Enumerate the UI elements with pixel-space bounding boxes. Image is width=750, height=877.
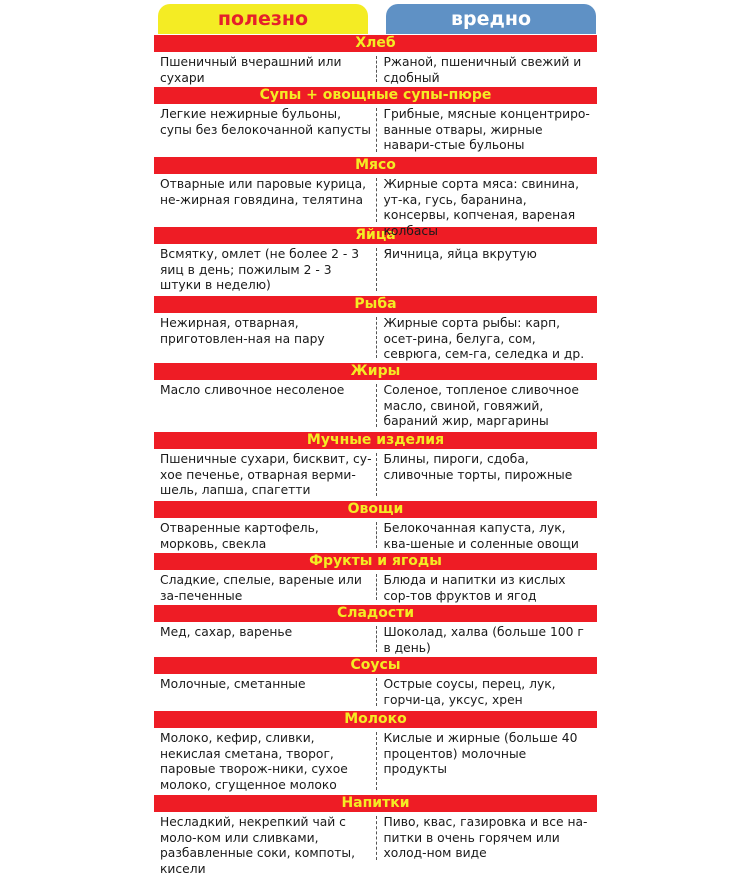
section-sauces xyxy=(154,657,597,710)
diet-table xyxy=(154,4,597,876)
section-title: Молоко xyxy=(154,711,597,728)
section-title: Супы + овощные супы-пюре xyxy=(154,87,597,104)
section-drinks xyxy=(154,795,597,876)
good-cell: Пшеничный вчерашний или сухари xyxy=(160,55,342,85)
bad-cell: Острые соусы, перец, лук, горчи-ца, уксус, хрен xyxy=(383,677,556,707)
section-title: Овощи xyxy=(154,501,597,518)
section-vegetables xyxy=(154,501,597,552)
bad-cell: Ржаной, пшеничный свежий и сдобный xyxy=(383,55,582,85)
section-title: Сладости xyxy=(154,605,597,622)
column-divider xyxy=(376,626,377,652)
section-flour xyxy=(154,432,597,500)
section-fats xyxy=(154,363,597,431)
column-divider xyxy=(376,56,377,82)
column-divider xyxy=(376,453,377,496)
section-fish xyxy=(154,296,597,362)
column-divider xyxy=(376,522,377,548)
column-divider xyxy=(376,574,377,600)
bad-cell: Яичница, яйца вкрутую xyxy=(383,247,537,261)
column-divider xyxy=(376,732,377,790)
good-cell: Молочные, сметанные xyxy=(160,677,306,691)
bad-cell: Шоколад, халва (больше 100 г в день) xyxy=(383,625,584,655)
section-title: Мучные изделия xyxy=(154,432,597,449)
column-divider xyxy=(376,384,377,427)
section-eggs xyxy=(154,227,597,295)
column-tabs xyxy=(154,4,597,34)
column-divider xyxy=(376,816,377,860)
section-milk xyxy=(154,711,597,794)
column-divider xyxy=(376,108,377,152)
good-cell: Молоко, кефир, сливки, некислая сметана, творог, паровые творож-ники, сухое молоко, сгущенное молоко xyxy=(160,731,348,792)
bad-cell: Блины, пироги, сдоба, сливочные торты, пирожные xyxy=(383,452,573,482)
bad-cell: Белокочанная капуста, лук, ква-шеные и соленные овощи xyxy=(383,521,579,551)
bad-cell: Кислые и жирные (больше 40 процентов) молочные продукты xyxy=(383,731,578,776)
section-title: Соусы xyxy=(154,657,597,674)
good-cell: Сладкие, спелые, вареные или за-печенные xyxy=(160,573,362,603)
good-cell: Легкие нежирные бульоны, супы без белокочанной капусты xyxy=(160,107,371,137)
good-cell: Масло сливочное несоленое xyxy=(160,383,345,397)
column-divider xyxy=(376,178,377,222)
bad-cell: Пиво, квас, газировка и все на-питки в очень горячем или холод-ном виде xyxy=(383,815,588,860)
column-divider xyxy=(376,248,377,291)
section-title: Мясо xyxy=(154,157,597,174)
bad-cell: Жирные сорта рыбы: карп, осет-рина, белуга, сом, севрюга, сем-га, селедка и др. xyxy=(383,316,585,361)
bad-cell: Блюда и напитки из кислых сор-тов фруктов и ягод xyxy=(383,573,566,603)
bad-cell: Жирные сорта мяса: свинина, ут-ка, гусь, баранина, консервы, копченая, вареная колбасы xyxy=(383,177,580,238)
good-cell: Несладкий, некрепкий чай с моло-ком или сливками, разбавленные соки, компоты, кисели xyxy=(160,815,356,876)
section-sweets xyxy=(154,605,597,656)
section-title: Фрукты и ягоды xyxy=(154,553,597,570)
good-cell: Нежирная, отварная, приготовлен-ная на пару xyxy=(160,316,325,346)
good-cell: Отварные или паровые курица, не-жирная говядина, телятина xyxy=(160,177,367,207)
section-fruits xyxy=(154,553,597,604)
good-cell: Пшеничные сухари, бисквит, су-хое печенье, отварная верми-шель, лапша, спагетти xyxy=(160,452,372,497)
section-title: Жиры xyxy=(154,363,597,380)
tab-bad: вредно xyxy=(386,4,596,34)
tab-good: полезно xyxy=(158,4,368,34)
good-cell: Отваренные картофель, морковь, свекла xyxy=(160,521,319,551)
good-cell: Мед, сахар, варенье xyxy=(160,625,293,639)
section-bread xyxy=(154,35,597,86)
section-title: Хлеб xyxy=(154,35,597,52)
section-soups xyxy=(154,87,597,156)
bad-cell: Соленое, топленое сливочное масло, свиной, говяжий, бараний жир, маргарины xyxy=(383,383,579,428)
column-divider xyxy=(376,678,377,706)
good-cell: Всмятку, омлет (не более 2 - 3 яиц в день; пожилым 2 - 3 штуки в неделю) xyxy=(160,247,360,292)
column-divider xyxy=(376,317,377,358)
section-title: Напитки xyxy=(154,795,597,812)
section-title: Яйца xyxy=(154,227,597,244)
bad-cell: Грибные, мясные концентриро-ванные отвары, жирные навари-стые бульоны xyxy=(383,107,590,152)
section-title: Рыба xyxy=(154,296,597,313)
